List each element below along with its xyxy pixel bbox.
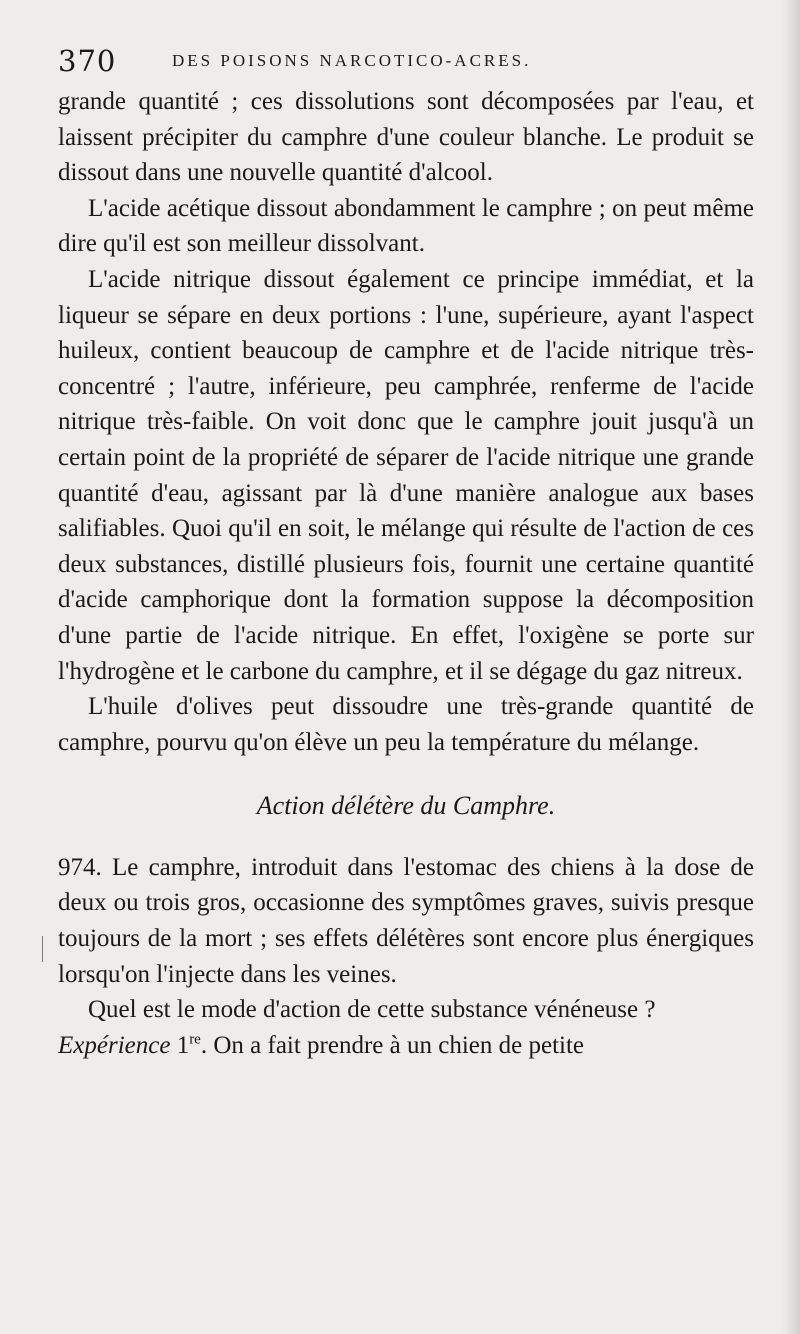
page-number: 370	[58, 44, 117, 78]
page-edge-shadow	[782, 0, 800, 1334]
margin-mark	[42, 936, 43, 962]
paragraph-nitric-acid: L'acide nitrique dissout également ce principe immédiat, et la liqueur se sépare en deux portions : l'une, supérieure, ayant l'aspect huileux, contient beaucoup de camphre et de l'acide nitrique très-concentré ; l'autre, inférieure, peu camphrée, renferme de l'acide nitrique très-faible. On voit donc que le camphre jouit jusqu'à un certain point de la propriété de séparer de l'acide nitrique une grande quantité d'eau, agissant par là d'une manière analogue aux bases salifiables. Quoi qu'il en soit, le mélange qui résulte de l'action de ces deux substances, distillé plusieurs fois, fournit une certaine quantité d'acide camphorique dont la formation suppose la décomposition d'une partie de l'acide nitrique. En effet, l'oxigène se porte sur l'hydrogène et le carbone du camphre, et il se dégage du gaz nitreux.	[58, 265, 754, 685]
experiment-ordinal-sup: re	[189, 1031, 201, 1048]
body-text	[58, 84, 754, 1063]
experiment-line: Expérience 1re. On a fait prendre à un chien de petite	[58, 1031, 585, 1059]
experiment-ordinal: 1	[176, 1031, 190, 1059]
section-title: Action délétère du Camphre.	[256, 791, 556, 821]
experiment-label: Expérience	[58, 1031, 171, 1059]
paragraph-974-text: Le camphre, introduit dans l'estomac des chiens à la dose de deux ou trois gros, occasionne des symptômes graves, suivis presque toujours de la mort ; ses effets délétères sont encore plus énergiques lorsqu'on l'injecte dans les veines.	[58, 853, 754, 988]
paragraph-number: 974.	[58, 853, 102, 881]
paragraph-olive-oil: L'huile d'olives peut dissoudre une très-grande quantité de camphre, pourvu qu'on élève un peu la température du mélange.	[58, 693, 754, 756]
experiment-text: On a fait prendre à un chien de petite	[213, 1031, 585, 1059]
question-line: Quel est le mode d'action de cette substance vénéneuse ?	[88, 996, 656, 1024]
page-header	[58, 40, 758, 80]
paragraph-974	[58, 850, 754, 992]
paragraph-continuation: grande quantité ; ces dissolutions sont décomposées par l'eau, et laissent précipiter du camphre d'une couleur blanche. Le produit se dissout dans une nouvelle quantité d'alcool.	[58, 88, 754, 187]
running-head: DES POISONS NARCOTICO-ACRES.	[172, 51, 532, 70]
paragraph-acetic-acid: L'acide acétique dissout abondamment le camphre ; on peut même dire qu'il est son meilleur dissolvant.	[58, 194, 754, 258]
